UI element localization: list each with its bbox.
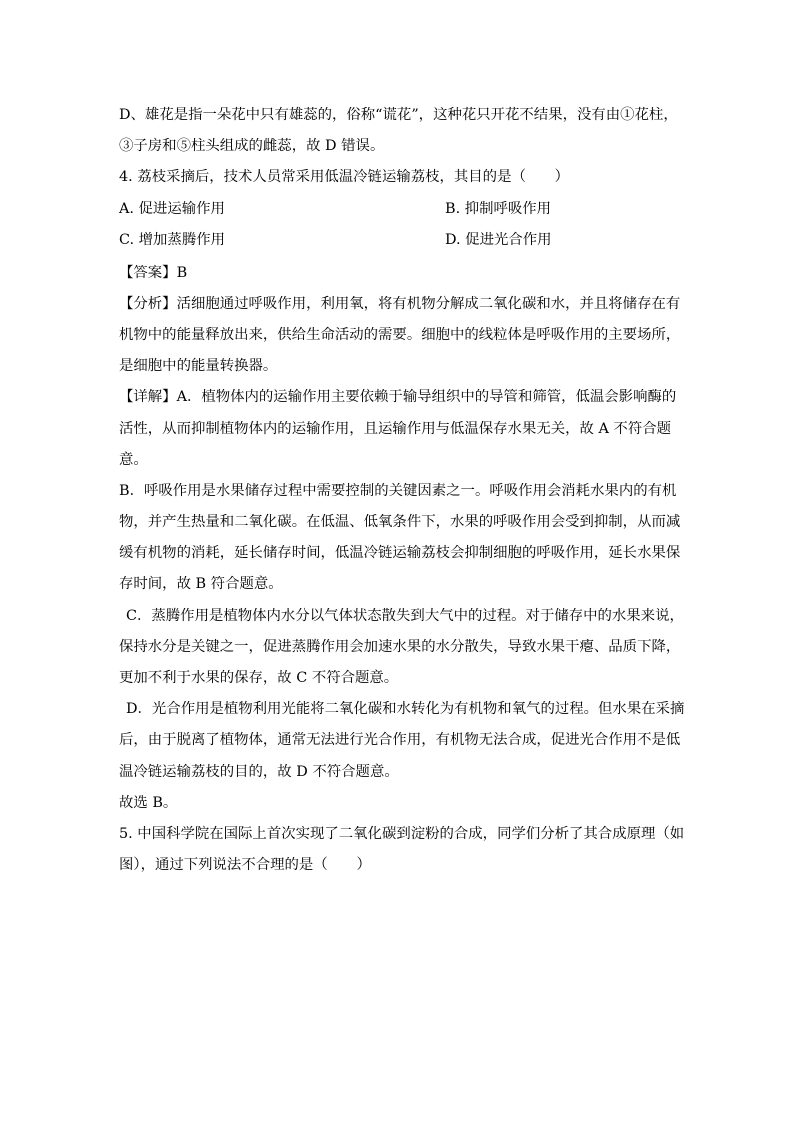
analysis-line: 机物中的能量释放出来，供给生命活动的需要。细胞中的线粒体是呼吸作用的主要场所，	[119, 326, 681, 343]
answer-label: 【答案】B	[119, 264, 188, 281]
conclusion: 故选 B。	[119, 794, 178, 811]
option-a: A. 促进运输作用	[119, 200, 225, 217]
detail-b-line: 缓有机物的消耗，延长储存时间，低温冷链运输荔枝会抑制细胞的呼吸作用，延长水果保	[119, 545, 681, 562]
detail-b-line: 物，并产生热量和二氧化碳。在低温、低氧条件下，水果的呼吸作用会受到抑制，从而减	[119, 514, 681, 531]
question-4-options-row-1	[119, 194, 679, 226]
detail-b-paragraph	[119, 476, 679, 601]
detail-a-line: 【详解】A．植物体内的运输作用主要依赖于输导组织中的导管和筛管，低温会影响酶的	[119, 389, 677, 406]
detail-a-paragraph	[119, 382, 679, 476]
detail-d-line: 温冷链运输荔枝的目的，故 D 不符合题意。	[119, 763, 399, 780]
analysis-line: 【分析】活细胞通过呼吸作用，利用氧，将有机物分解成二氧化碳和水，并且将储存在有	[119, 295, 681, 312]
detail-c-line: C．蒸腾作用是植物体内水分以气体状态散失到大气中的过程。对于储存中的水果来说，	[126, 607, 684, 624]
analysis-paragraph	[119, 289, 679, 383]
detail-a-line: 意。	[119, 451, 148, 468]
analysis-line: 是细胞中的能量转换器。	[119, 358, 278, 375]
detail-c-line: 保持水分是关键之一，促进蒸腾作用会加速水果的水分散失，导致水果干瘪、品质下降，	[119, 638, 681, 655]
detail-c-paragraph	[119, 601, 684, 695]
detail-b-line: 存时间，故 B 符合题意。	[119, 576, 283, 593]
detail-a-line: 活性，从而抑制植物体内的运输作用，且运输作用与低温保存水果无关，故 A 不符合题	[119, 420, 671, 437]
detail-b-line: B．呼吸作用是水果储存过程中需要控制的关键因素之一。呼吸作用会消耗水果内的有机	[119, 482, 677, 499]
question-5-line: 5. 中国科学院在国际上首次实现了二氧化碳到淀粉的合成，同学们分析了其合成原理（如	[119, 825, 685, 842]
option-d: D. 促进光合作用	[445, 232, 552, 249]
question-5-line: 图），通过下列说法不合理的是（ ）	[119, 857, 371, 874]
document-page	[119, 100, 685, 881]
detail-d-line: 后，由于脱离了植物体，通常无法进行光合作用，有机物无法合成，促进光合作用不是低	[119, 732, 681, 749]
detail-d-line: D．光合作用是植物利用光能将二氧化碳和水转化为有机物和氧气的过程。但水果在采摘	[126, 701, 685, 718]
previous-answer-d-line-1: D、雄花是指一朵花中只有雄蕊的，俗称“谎花”，这种花只开花不结果，没有由①花柱，	[119, 107, 678, 123]
previous-answer-d-line-2: ③子房和⑤柱头组成的雌蕊，故 D 错误。	[119, 138, 385, 155]
detail-d-paragraph	[119, 694, 685, 788]
question-5-stem	[119, 819, 685, 881]
detail-c-line: 更加不利于水果的保存，故 C 不符合题意。	[119, 670, 399, 686]
option-b: B. 抑制呼吸作用	[445, 200, 552, 217]
question-4-stem: 4. 荔枝采摘后，技术人员常采用低温冷链运输荔枝，其目的是（ ）	[119, 169, 570, 186]
option-c: C. 增加蒸腾作用	[119, 232, 225, 249]
question-4-options-row-2	[119, 225, 679, 257]
